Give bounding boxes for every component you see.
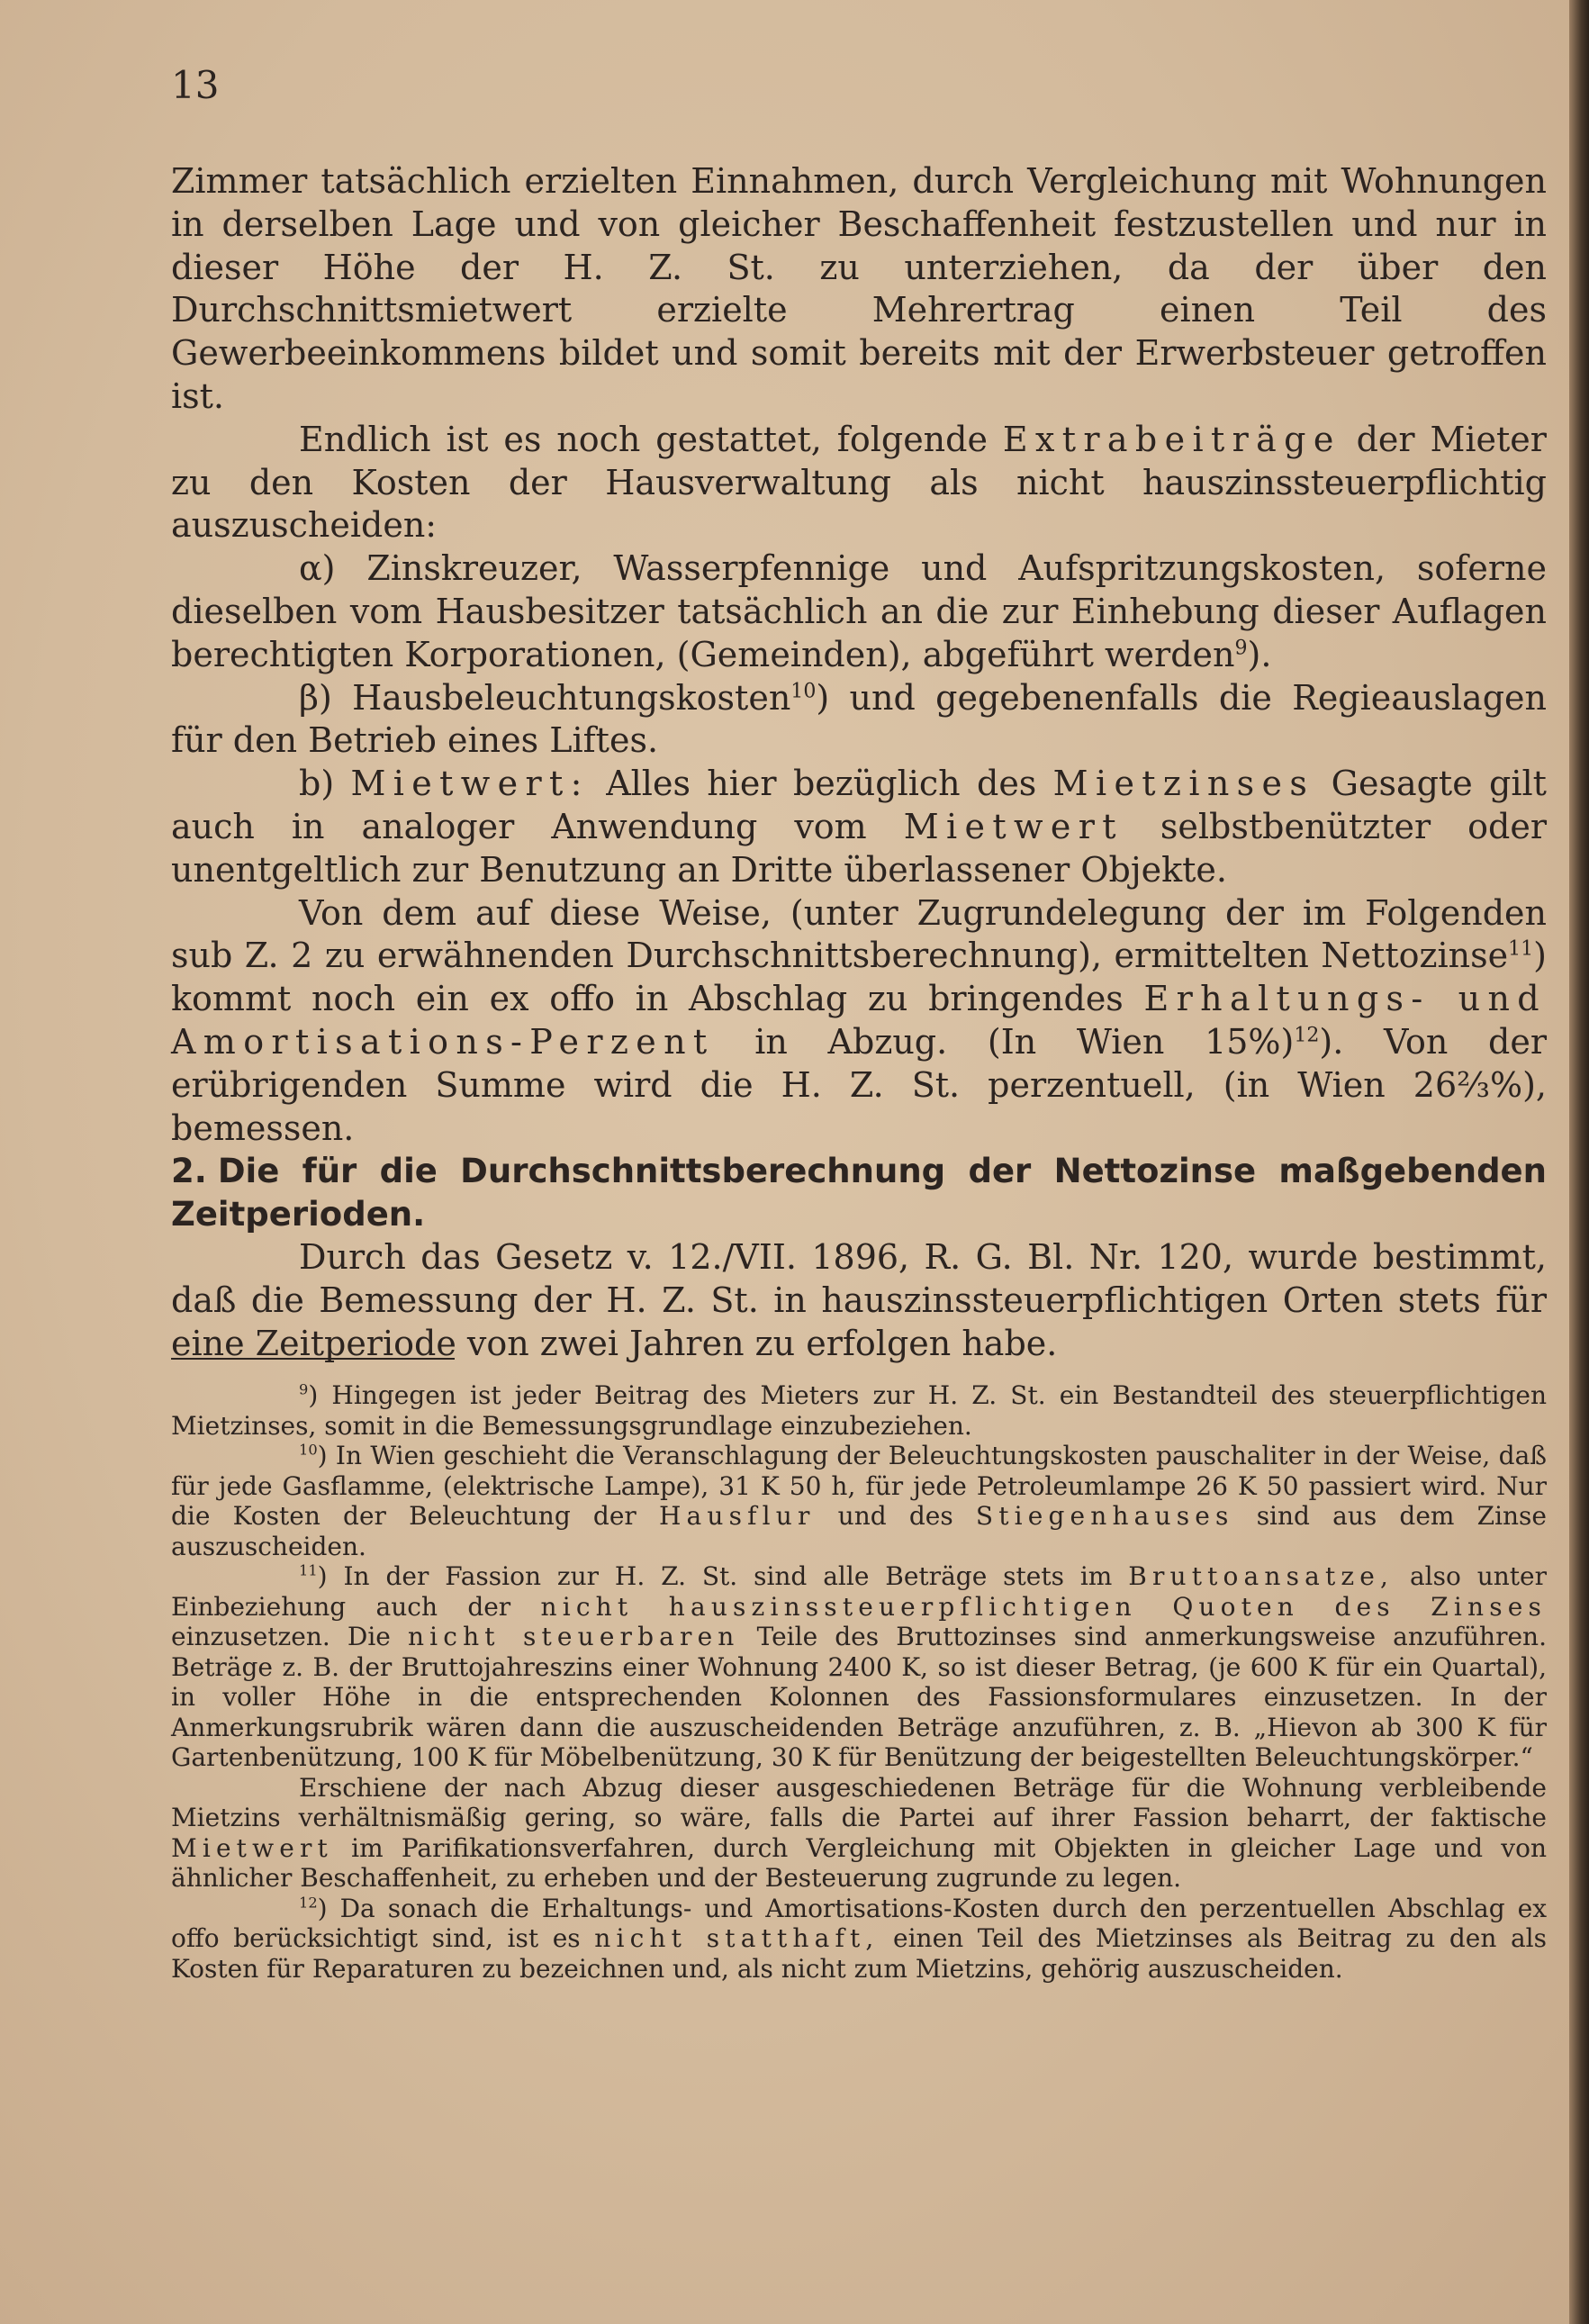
list-item-b: b) Mietwert: Alles hier bezüglich des Mietzinses Gesagte gilt auch in analoger Anwendung vom Mietwert selbstbenützter oder unentgeltlich zur Benutzung an Dritte überlassener Objekte. (171, 764, 1547, 890)
footnote-mark-9: 9 (299, 1380, 309, 1398)
footnote-12: $^{12}$) Da sonach die Erhaltungs- und Amortisations-Kosten durch den perzentuellen Abschlag ex offo berücksichtigt sind, ist es nicht statthaft, einen Teil des Mietzinses als Beitrag zu den als Kosten für Reparaturen zu bezeichnen und, als nicht zum Mietzins, gehörig auszuscheiden. (171, 1893, 1547, 1984)
footnote-11-continued: Erschiene der nach Abzug dieser ausgeschiedenen Beträge für die Wohnung verbleibende Mietzins verhältnismäßig gering, so wäre, falls die Partei auf ihrer Fassion beharrt, der faktische Mietwert im Parifikationsverfahren, durch Vergleichung mit Objekten in gleicher Lage und von ähnlicher Beschaffenheit, zu erheben und der Besteuerung zugrunde zu legen. (171, 1772, 1547, 1893)
footnote-9: $^9$) Hingegen ist jeder Beitrag des Mieters zur H. Z. St. ein Bestandteil des steuerpflichtigen Mietzinses, somit in die Bemessungsgrundlage einzubeziehen. (171, 1380, 1547, 1441)
footnote-ref-11: 11 (1508, 937, 1534, 961)
footnote-mark-11: 11 (299, 1561, 318, 1579)
emphasis-nicht-statthaft: nicht statthaft, (594, 1923, 880, 1953)
emphasis-mietwert-footnote: Mietwert (171, 1832, 333, 1863)
footnote-ref-9: 9 (1234, 637, 1248, 660)
emphasis-nicht-steuerbaren: nicht steuerbaren (407, 1622, 740, 1651)
section-heading (171, 1150, 1547, 1236)
emphasis-extrabeitraege: Extrabeiträge (1002, 419, 1341, 459)
emphasis-mietwert: Mietwert (903, 806, 1124, 846)
emphasis-mietwert-heading: Mietwert: (350, 764, 590, 804)
section-title: Die für die Durchschnittsberechnung der Nettozinse maßgebenden Zeitperioden. (171, 1152, 1547, 1234)
footnote-11: $^{11}$) In der Fassion zur H. Z. St. sind alle Beträge stets im Bruttoansatze, also unter Einbeziehung auch der nicht hauszinssteuerpflichtigen Quoten des Zinses einzusetzen. Die nicht steuerbaren Teile des Bruttozinses sind anmerkungsweise anzuführen. Beträge z. B. der Bruttojahreszins einer Wohnung 2400 K, so ist dieser Betrag, (je 600 K für ein Quartal), in voller Höhe in die entsprechenden Kolonnen des Fassionsformulares einzusetzen. In der Anmerkungsrubrik wären dann die auszuscheidenden Beträge anzuführen, z. B. „Hievon ab 300 K für Gartenbenützung, 100 K für Möbelbenützung, 30 K für Benützung der beigestellten Beleuchtungskörper.“ (171, 1561, 1548, 1772)
list-marker-alpha: α) (299, 548, 336, 589)
page-edge-shadow (1569, 0, 1589, 2324)
section-number: 2. (171, 1152, 207, 1191)
footnotes (171, 1380, 1547, 1984)
body-text (171, 160, 1547, 1366)
list-item-alpha: α) Zinskreuzer, Wasserpfennige und Aufspritzungskosten, soferne dieselben vom Hausbesitzer tatsächlich an die zur Einhebung dieser Auflagen berechtigten Korporationen, (Gemeinden), abgeführt werden$^9$). (171, 548, 1547, 674)
emphasis-bruttoansatze: Bruttoansatze, (1128, 1561, 1395, 1591)
emphasis-nicht-hauszinssteuerpflichtigen: nicht hauszinssteuerpflichtigen Quoten des Zinses (540, 1591, 1548, 1622)
footnote-separator (171, 1358, 455, 1360)
footnote-ref-10: 10 (790, 679, 817, 702)
emphasis-mietzinses: Mietzinses (1052, 764, 1315, 804)
footnote-ref-12: 12 (1294, 1024, 1320, 1047)
footnote-10: $^{10}$) In Wien geschieht die Veranschlagung der Beleuchtungskosten pauschaliter in der Weise, daß für jede Gasflamme, (elektrische Lampe), 31 K 50 h, für jede Petroleumlampe 26 K 50 passiert wird. Nur die Kosten der Beleuchtung der Hausflur und des Stiegenhauses sind aus dem Zinse auszuscheiden. (171, 1441, 1547, 1561)
paragraph-1: Zimmer tatsächlich erzielten Einnahmen, durch Vergleichung mit Wohnungen in derselben Lage und von gleicher Beschaffenheit festzustellen und nur in dieser Höhe der H. Z. St. zu unterziehen, da der über den Durchschnittsmietwert erzielte Mehrertrag einen Teil des Gewerbeeinkommens bildet und somit bereits mit der Erwerbsteuer getroffen ist. (171, 161, 1547, 416)
list-marker-b: b) (299, 764, 335, 804)
emphasis-stiegenhauses: Stiegenhauses (975, 1501, 1234, 1531)
footnote-mark-10: 10 (299, 1441, 318, 1459)
footnote-mark-12: 12 (299, 1894, 318, 1912)
emphasis-erhaltungs-perzent: Erhaltungs- und Amortisations-Perzent (171, 979, 1547, 1062)
paragraph-7: Durch das Gesetz v. 12./VII. 1896, R. G. Bl. Nr. 120, wurde bestimmt, daß die Bemessung der H. Z. St. in hauszinssteuerpflichtigen Orten stets für eine Zeitperiode von zwei Jahren zu erfolgen habe. (171, 1237, 1547, 1363)
list-marker-beta: β) (299, 677, 332, 718)
page-number: 13 (171, 63, 220, 107)
paragraph-6: Von dem auf diese Weise, (unter Zugrundelegung der im Folgenden sub Z. 2 zu erwähnenden Durchschnittsberechnung), ermittelten Nettozinse$^{11}$) kommt noch ein ex offo in Abschlag zu bringendes Erhaltungs- und Amortisations-Perzent in Abzug. (In Wien 15%)$^{12}$). Von der erübrigenden Summe wird die H. Z. St. perzentuell, (in Wien 26⅔%), bemessen. (171, 892, 1547, 1148)
emphasis-hausflur: Hausflur (658, 1501, 816, 1531)
paragraph-2: Endlich ist es noch gestattet, folgende Extrabeiträge der Mieter zu den Kosten der Hausverwaltung als nicht hauszinssteuerpflichtig auszuscheiden: (171, 419, 1547, 546)
list-item-beta: β) Hausbeleuchtungskosten$^{10}$) und gegebenenfalls die Regieauslagen für den Betrieb eines Liftes. (171, 677, 1547, 761)
